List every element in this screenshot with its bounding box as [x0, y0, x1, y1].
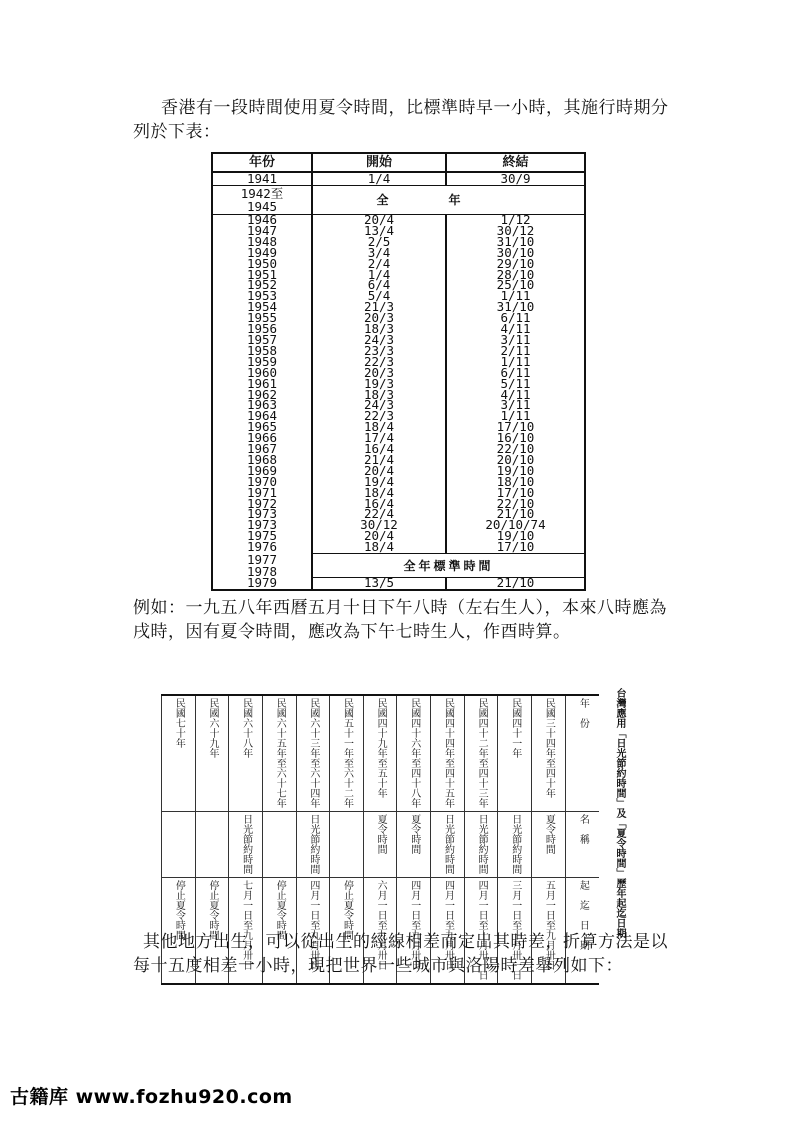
- name-cell-text: 夏令時間: [543, 814, 555, 854]
- name-cell: [229, 812, 263, 878]
- end-cell: 30/10: [446, 248, 585, 259]
- end-header: 終結: [446, 153, 585, 172]
- date-cell-text: 五月一日至九月卅日: [543, 880, 555, 970]
- end-cell: 6/11: [446, 368, 585, 379]
- full-year-cell: 全年: [312, 186, 585, 215]
- start-cell: 16/4: [312, 444, 446, 455]
- year-cell: 1975: [246, 528, 278, 544]
- end-cell: 17/10: [446, 422, 585, 433]
- year-cell-text: 民國六十九年: [206, 698, 218, 758]
- start-cell: 20/4: [312, 466, 446, 477]
- year-cell-text: 民國四十四年至四十五年: [442, 698, 454, 808]
- year-cell: 1970: [246, 473, 278, 489]
- end-cell: 17/10: [446, 488, 585, 499]
- year-range-end: 1945: [246, 199, 278, 214]
- start-cell: 24/3: [312, 400, 446, 411]
- end-cell: 25/10: [446, 280, 585, 291]
- year-cell: [212, 551, 312, 579]
- name-cell-text: 日光節約時間: [240, 814, 252, 874]
- year-cell: [195, 695, 229, 812]
- year-cell-text: 民國六十八年: [240, 698, 252, 758]
- date-cell-text: 停止夏令時間: [173, 880, 185, 940]
- header-cell: [565, 812, 599, 878]
- end-cell: 1/12: [446, 215, 585, 226]
- end-cell: 28/10: [446, 270, 585, 281]
- other-paragraph: 其他地方出生，可以從出生的經線相差而定出其時差，折算方法是以每十五度相差一小時，現把世界一些城市與洛陽時差舉列如下：: [133, 932, 668, 976]
- year-cell-text: 民國四十二年至四十三年: [476, 698, 488, 808]
- name-cell-text: 日光節約時間: [476, 814, 488, 874]
- start-cell: 18/4: [312, 488, 446, 499]
- name-cell: [363, 812, 397, 878]
- year-cell: [397, 695, 431, 812]
- year-cell: 1979: [246, 574, 278, 590]
- date-cell-text: 四月一日至十月卅一日: [476, 880, 488, 980]
- hk-dst-table: [211, 152, 586, 591]
- table-row: [162, 812, 600, 878]
- start-cell: 21/3: [312, 302, 446, 313]
- end-cell: 19/10: [446, 531, 585, 542]
- end-cell: 22/10: [446, 444, 585, 455]
- end-cell: 1/11: [446, 411, 585, 422]
- year-header: 年份: [212, 153, 312, 172]
- year-cell: 1962: [246, 386, 278, 402]
- end-cell: 19/10: [446, 466, 585, 477]
- name-cell: [162, 812, 196, 878]
- year-cell-text: 民國六十五年至六十七年: [274, 698, 286, 808]
- end-cell: 21/10: [446, 509, 585, 520]
- start-cell: 30/12: [312, 520, 446, 531]
- year-cell: [212, 186, 312, 215]
- start-cell: 2/4: [312, 259, 446, 270]
- year-cell: [464, 695, 498, 812]
- header-year: 年份: [577, 698, 589, 738]
- example-paragraph: 例如：一九五八年西曆五月十日下午八時（左右生人），本來八時應為戌時，因有夏令時間，應改為下午七時生人，作酉時算。: [133, 598, 667, 642]
- year-cell: 1968: [246, 451, 278, 467]
- date-cell-text: 四月一日至九月卅日: [442, 880, 454, 970]
- year-cell: 1948: [246, 233, 278, 249]
- start-cell: 21/4: [312, 455, 446, 466]
- year-cell: [431, 695, 465, 812]
- year-cell: 1954: [246, 299, 278, 315]
- date-cell-text: 四月一日至九月卅日: [307, 880, 319, 970]
- year-cell: [532, 695, 566, 812]
- name-cell-text: 日光節約時間: [307, 814, 319, 874]
- name-cell: [431, 812, 465, 878]
- end-cell: 4/11: [446, 390, 585, 401]
- year-cell: 1969: [246, 462, 278, 478]
- year-cell: [162, 695, 196, 812]
- year-cell-text: 民國四十六年至四十八年: [408, 698, 420, 808]
- year-cell-text: 民國四十九年至五十年: [375, 698, 387, 798]
- year-cell-text: 民國七十年: [173, 698, 185, 748]
- year-cell: 1957: [246, 331, 278, 347]
- start-cell: 17/4: [312, 433, 446, 444]
- year-cell: 1958: [246, 342, 278, 358]
- end-cell: 1/11: [446, 291, 585, 302]
- start-cell: 3/4: [312, 248, 446, 259]
- start-cell: 18/3: [312, 324, 446, 335]
- end-cell: 22/10: [446, 499, 585, 510]
- end-cell: 2/11: [446, 346, 585, 357]
- start-cell: 22/4: [312, 509, 446, 520]
- date-cell-text: 四月一日至九月卅日: [408, 880, 420, 970]
- end-cell: 5/11: [446, 379, 585, 390]
- start-cell: 22/3: [312, 411, 446, 422]
- table-row: [212, 554, 585, 578]
- year-cell: [498, 695, 532, 812]
- start-cell: 1/4: [312, 270, 446, 281]
- end-cell: 4/11: [446, 324, 585, 335]
- start-cell: 18/4: [312, 542, 446, 553]
- year-cell: 1961: [246, 375, 278, 391]
- header-date: 起迄日期: [577, 880, 589, 960]
- end-cell: 21/10: [446, 578, 585, 590]
- year-cell: 1941: [212, 172, 312, 186]
- year-cell: 1971: [246, 484, 278, 500]
- year-range-start: 1942至: [240, 186, 284, 201]
- start-cell: 24/3: [312, 335, 446, 346]
- year-cell: 1972: [246, 495, 278, 511]
- start-cell: 13/4: [312, 226, 446, 237]
- start-cell: 23/3: [312, 346, 446, 357]
- start-cell: 5/4: [312, 291, 446, 302]
- name-cell: [195, 812, 229, 878]
- start-cell: 2/5: [312, 237, 446, 248]
- year-cell: 1960: [246, 364, 278, 380]
- year-cell-text: 民國六十三年至六十四年: [307, 698, 319, 808]
- start-cell: 20/4: [312, 531, 446, 542]
- start-header: 開始: [312, 153, 446, 172]
- end-cell: 17/10: [446, 542, 585, 553]
- end-cell: 3/11: [446, 400, 585, 411]
- end-cell: 31/10: [446, 237, 585, 248]
- year-cell: [262, 695, 296, 812]
- table-row: [212, 578, 585, 590]
- name-cell-text: 日光節約時間: [442, 814, 454, 874]
- end-cell: 16/10: [446, 433, 585, 444]
- start-cell: 16/4: [312, 499, 446, 510]
- end-cell: 30/12: [446, 226, 585, 237]
- name-cell-text: 夏令時間: [375, 814, 387, 854]
- year-cell: 1965: [246, 419, 278, 435]
- year-cell: 1956: [246, 321, 278, 337]
- name-cell: [464, 812, 498, 878]
- year-cell-text: 民國三十四年至四十年: [543, 698, 555, 798]
- year-cell: 1951: [246, 266, 278, 282]
- end-cell: 20/10: [446, 455, 585, 466]
- year-cell: 1946: [246, 212, 278, 227]
- header-name: 名稱: [577, 814, 589, 854]
- start-cell: 20/4: [312, 215, 446, 226]
- year-cell: 1947: [246, 222, 278, 238]
- start-cell: 22/3: [312, 357, 446, 368]
- table-row: [212, 186, 585, 215]
- name-cell: [262, 812, 296, 878]
- year-cell: 1950: [246, 255, 278, 271]
- end-cell: 3/11: [446, 335, 585, 346]
- end-cell: 1/11: [446, 357, 585, 368]
- year-cell: 1973: [246, 517, 278, 533]
- standard-time-cell: 全年標準時間: [312, 554, 585, 578]
- date-cell-text: 停止夏令時間: [206, 880, 218, 940]
- footer-watermark: 古籍库 www.fozhu920.com: [10, 1086, 293, 1108]
- year-cell: [330, 695, 364, 812]
- date-cell-text: 七月一日至九月卅日: [240, 880, 252, 970]
- name-cell-text: 夏令時間: [408, 814, 420, 854]
- name-cell: [532, 812, 566, 878]
- date-cell-text: 停止夏令時間: [274, 880, 286, 940]
- year-cell: 1952: [246, 277, 278, 293]
- year-cell: 1966: [246, 430, 278, 446]
- year-cell-text: 民國四十一年: [509, 698, 521, 758]
- table-row: [162, 695, 600, 812]
- end-cell: 18/10: [446, 477, 585, 488]
- name-cell: [498, 812, 532, 878]
- year-range-start: 1977: [246, 551, 278, 567]
- name-cell-text: 日光節約時間: [509, 814, 521, 874]
- year-cell: [229, 695, 263, 812]
- start-cell: 1/4: [312, 172, 446, 186]
- date-cell-text: 停止夏令時間: [341, 880, 353, 940]
- start-cell: 18/3: [312, 390, 446, 401]
- date-cell-text: 三月一日至十月卅一日: [509, 880, 521, 980]
- year-cell: 1976: [246, 539, 278, 555]
- year-range-end: 1978: [246, 563, 278, 579]
- start-cell: 18/4: [312, 422, 446, 433]
- year-cell: 1967: [246, 441, 278, 457]
- table-row: [212, 172, 585, 186]
- year-cell: 1959: [246, 353, 278, 369]
- intro-paragraph: 香港有一段時間使用夏令時間，比標準時早一小時，其施行時期分列於下表：: [133, 98, 669, 142]
- year-cell: 1949: [246, 244, 278, 260]
- year-cell: [363, 695, 397, 812]
- start-cell: 20/3: [312, 368, 446, 379]
- end-cell: 20/10/74: [446, 520, 585, 531]
- name-cell: [397, 812, 431, 878]
- start-cell: 19/4: [312, 477, 446, 488]
- hk-table-header: [212, 153, 585, 172]
- header-cell: [565, 695, 599, 812]
- end-cell: 31/10: [446, 302, 585, 313]
- year-cell: [296, 695, 330, 812]
- date-cell-text: 六月一日至九月卅日: [375, 880, 387, 970]
- end-cell: 30/9: [446, 172, 585, 186]
- taiwan-table-title: 台灣應用「日光節約時間」及「夏令時間」歷年起迄日期: [614, 688, 625, 938]
- end-cell: 29/10: [446, 259, 585, 270]
- year-cell: 1973: [246, 506, 278, 522]
- year-cell: 1955: [246, 310, 278, 326]
- start-cell: 19/3: [312, 379, 446, 390]
- start-cell: 20/3: [312, 313, 446, 324]
- start-cell: 6/4: [312, 280, 446, 291]
- name-cell: [330, 812, 364, 878]
- name-cell: [296, 812, 330, 878]
- year-cell: 1953: [246, 288, 278, 304]
- year-cell: 1964: [246, 408, 278, 424]
- year-cell: 1963: [246, 397, 278, 413]
- end-cell: 6/11: [446, 313, 585, 324]
- year-cell-text: 民國五十一年至六十二年: [341, 698, 353, 808]
- start-cell: 13/5: [312, 578, 446, 590]
